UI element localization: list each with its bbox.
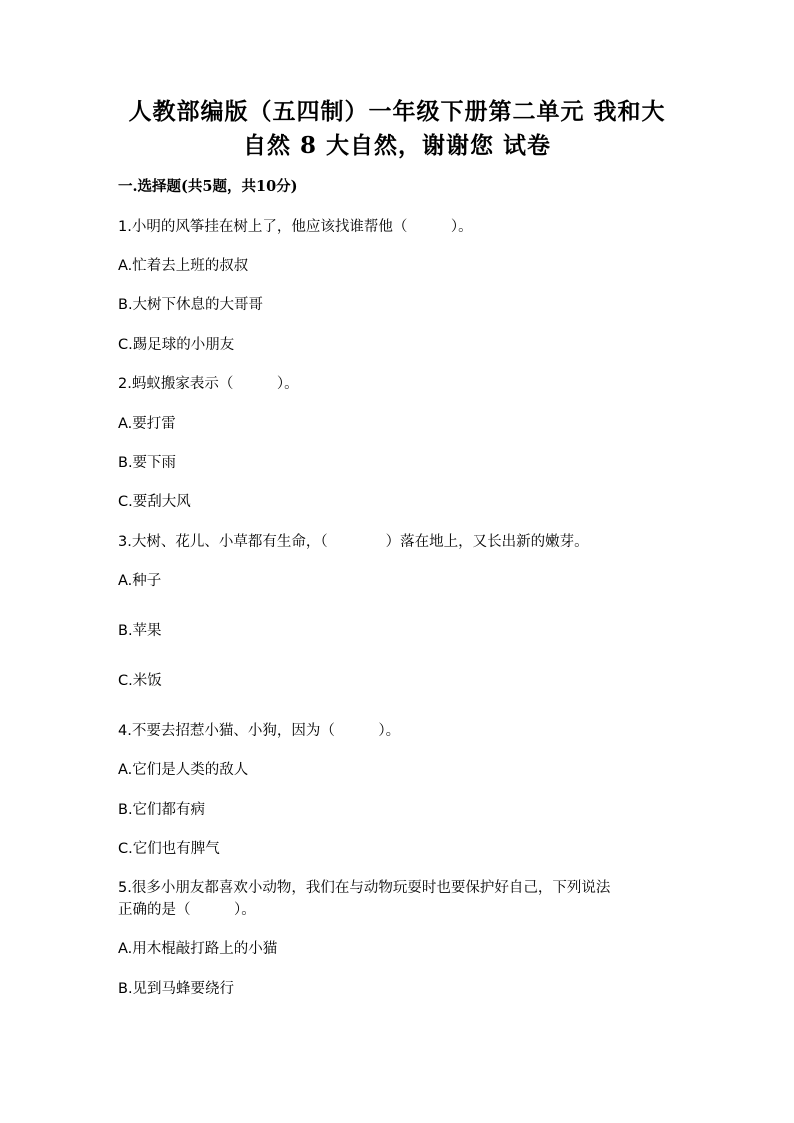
question-5-option-b: B.见到马蜂要绕行: [118, 981, 235, 997]
page-title-line-2: 自然 8 大自然，谢谢您 试卷: [242, 132, 552, 159]
question-5-stem-line-1: 5.很多小朋友都喜欢小动物，我们在与动物玩耍时也要保护好自己，下列说法: [118, 880, 611, 896]
question-4-option-a: A.它们是人类的敌人: [118, 762, 249, 778]
question-1-option-b: B.大树下休息的大哥哥: [118, 297, 264, 313]
page-title-line-1: 人教部编版（五四制）一年级下册第二单元 我和大: [128, 98, 666, 125]
section-heading: 一.选择题(共5题，共10分): [118, 178, 298, 195]
question-3-option-c: C.米饭: [118, 673, 162, 689]
question-1-stem: 1.小明的风筝挂在树上了，他应该找谁帮他（ ）。: [118, 219, 473, 235]
question-3-option-b: B.苹果: [118, 623, 162, 639]
question-1-option-a: A.忙着去上班的叔叔: [118, 258, 249, 274]
question-2-option-a: A.要打雷: [118, 416, 176, 432]
question-4-option-b: B.它们都有病: [118, 802, 206, 818]
question-4-stem: 4.不要去招惹小猫、小狗，因为（ ）。: [118, 723, 401, 739]
question-3-stem: 3.大树、花儿、小草都有生命，（ ）落在地上，又长出新的嫩芽。: [118, 534, 589, 550]
question-2-stem: 2.蚂蚁搬家表示（ ）。: [118, 376, 299, 392]
question-2-option-b: B.要下雨: [118, 455, 177, 471]
question-2-option-c: C.要刮大风: [118, 494, 191, 510]
question-1-option-c: C.踢足球的小朋友: [118, 337, 235, 353]
question-3-option-a: A.种子: [118, 573, 162, 589]
question-5-stem-line-2: 正确的是（ ）。: [118, 902, 256, 918]
question-5-option-a: A.用木棍敲打路上的小猫: [118, 941, 278, 957]
question-4-option-c: C.它们也有脾气: [118, 841, 220, 857]
